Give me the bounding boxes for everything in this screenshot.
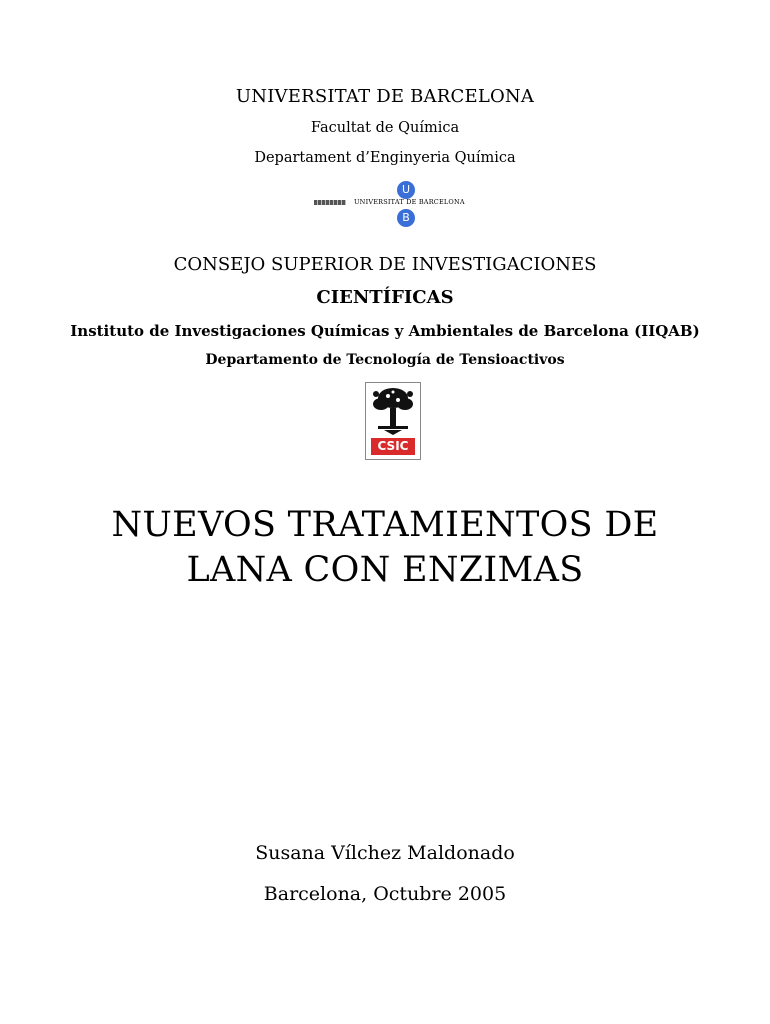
csic-logo — [365, 382, 421, 460]
place-date: Barcelona, Octubre 2005 — [263, 883, 507, 905]
council-department: Departamento de Tecnología de Tensioactivos — [205, 352, 565, 368]
ub-logo-letter-b: B — [397, 209, 415, 227]
faculty-name: Facultat de Química — [310, 120, 460, 136]
author-name: Susana Vílchez Maldonado — [255, 842, 515, 864]
tree-icon — [370, 386, 416, 436]
ub-logo-letter-u: U — [397, 181, 415, 199]
university-name: UNIVERSITAT DE BARCELONA — [235, 86, 535, 107]
university-department: Departament d’Enginyeria Química — [254, 150, 516, 166]
thesis-title-line1: NUEVOS TRATAMIENTOS DE — [111, 505, 659, 545]
ub-logo-text: UNIVERSITAT DE BARCELONA — [354, 198, 465, 206]
thesis-title-line2: LANA CON ENZIMAS — [186, 550, 584, 590]
institute-name: Instituto de Investigaciones Químicas y Ambientales de Barcelona (IIQAB) — [70, 322, 700, 340]
csic-badge: CSIC — [371, 438, 415, 455]
ub-logo — [312, 180, 465, 228]
council-name-line1: CONSEJO SUPERIOR DE INVESTIGACIONES — [173, 254, 597, 275]
ub-seal-icon — [314, 200, 346, 205]
council-name-line2: CIENTÍFICAS — [316, 287, 454, 308]
